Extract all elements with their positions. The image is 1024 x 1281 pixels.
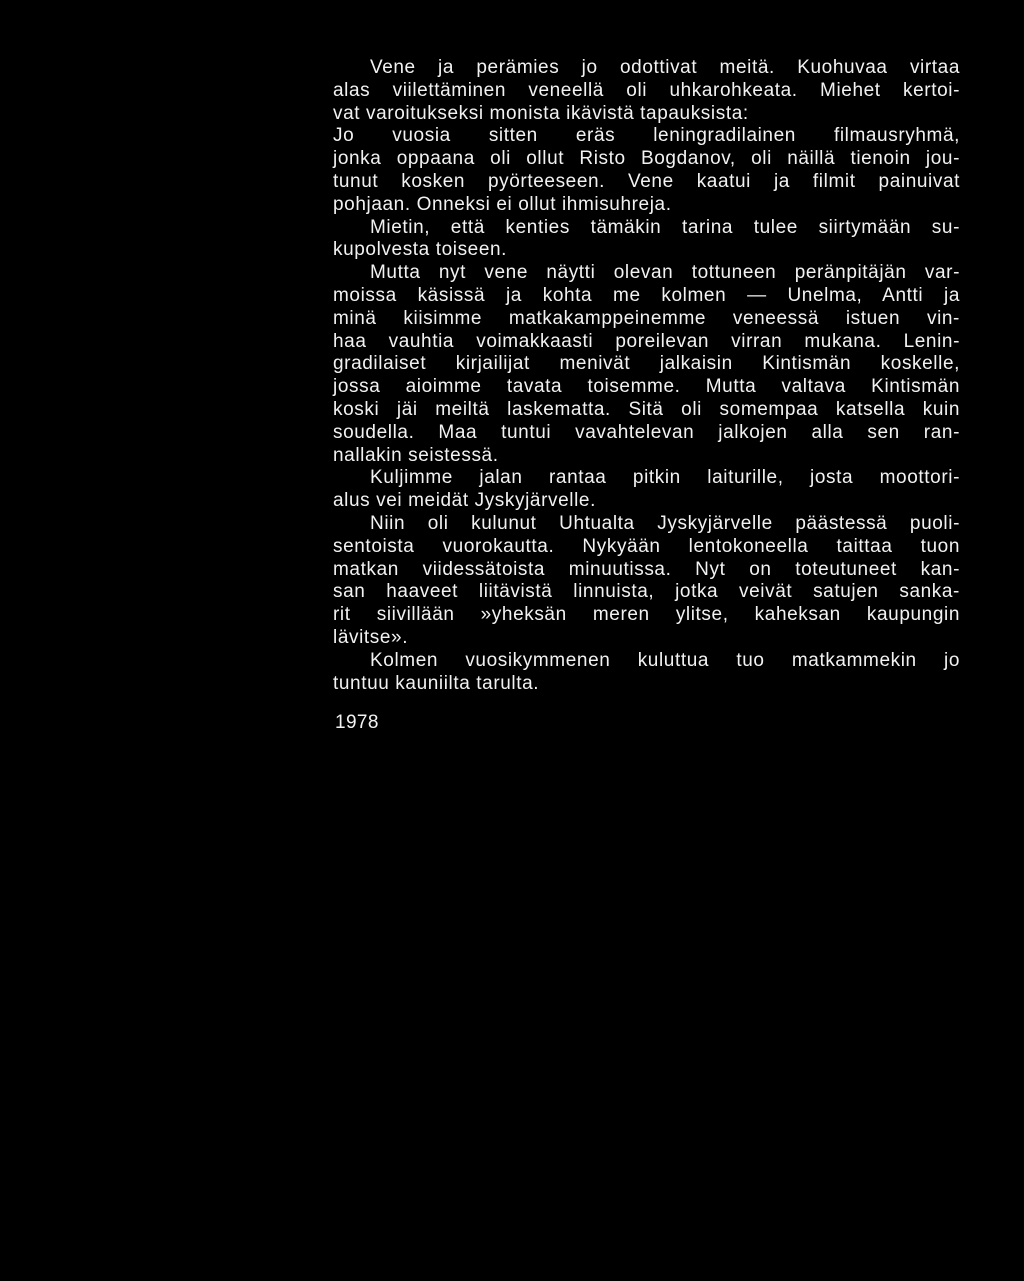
text-line: jonka oppaana oli ollut Risto Bogdanov, oli näillä tienoin jou- [333, 148, 960, 170]
text-line: vat varoitukseksi monista ikävistä tapauksista: [333, 102, 749, 124]
text-line: haa vauhtia voimakkaasti poreilevan virran mukana. Lenin- [333, 330, 960, 352]
text-line: Mutta nyt vene näytti olevan tottuneen peränpitäjän var- [370, 262, 960, 284]
text-line: Kuljimme jalan rantaa pitkin laiturille, josta moottori- [370, 467, 960, 489]
text-line: koski jäi meiltä laskematta. Sitä oli somempaa katsella kuin [333, 398, 960, 420]
text-line: matkan viidessätoista minuutissa. Nyt on toteutuneet kan- [333, 558, 960, 580]
text-line: tunut kosken pyörteeseen. Vene kaatui ja filmit painuivat [333, 170, 960, 192]
text-line: alas viilettäminen veneellä oli uhkarohkeata. Miehet kertoi- [333, 79, 960, 101]
text-line: sentoista vuorokautta. Nykyään lentokoneella taittaa tuon [333, 535, 960, 557]
text-line: Jo vuosia sitten eräs leningradilainen filmausryhmä, [333, 125, 960, 147]
text-line: minä kiisimme matkakamppeinemme veneessä istuen vin- [333, 307, 960, 329]
text-line: san haaveet liitävistä linnuista, jotka veivät satujen sanka- [333, 581, 960, 603]
text-line: Niin oli kulunut Uhtualta Jyskyjärvelle päästessä puoli- [370, 512, 960, 534]
body-text [333, 57, 960, 695]
text-line: tuntuu kauniilta tarulta. [333, 672, 540, 694]
text-line: rit siivillään »yheksän meren ylitse, kaheksan kaupungin [333, 604, 960, 626]
text-line: moissa käsissä ja kohta me kolmen — Unelma, Antti ja [333, 284, 960, 306]
text-line: nallakin seistessä. [333, 444, 499, 466]
text-line: Vene ja perämies jo odottivat meitä. Kuohuvaa virtaa [370, 57, 960, 78]
text-line: alus vei meidät Jyskyjärvelle. [333, 490, 596, 512]
text-line: kupolvesta toiseen. [333, 239, 508, 261]
year-footer: 1978 [335, 712, 379, 733]
text-line: Mietin, että kenties tämäkin tarina tulee siirtymään su- [370, 216, 960, 238]
text-line: Kolmen vuosikymmenen kuluttua tuo matkammekin jo [370, 649, 960, 671]
text-line: gradilaiset kirjailijat menivät jalkaisin Kintismän koskelle, [333, 353, 960, 375]
text-line: pohjaan. Onneksi ei ollut ihmisuhreja. [333, 193, 672, 215]
text-line: lävitse». [333, 626, 409, 648]
text-line: jossa aioimme tavata toisemme. Mutta valtava Kintismän [333, 376, 960, 398]
text-line: soudella. Maa tuntui vavahtelevan jalkojen alla sen ran- [333, 421, 960, 443]
